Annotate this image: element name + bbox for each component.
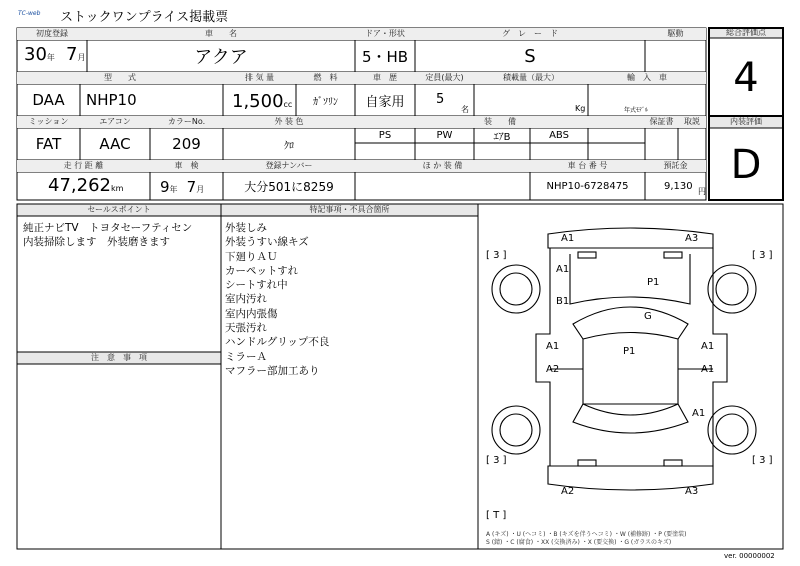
label-color-no: カラーNo.: [150, 116, 223, 128]
rear-left-wheel-shape: [492, 406, 540, 454]
inspection-year: 9: [160, 178, 170, 196]
displacement-value-wrap: [232, 91, 292, 112]
tcweb-logo: TC-web: [18, 10, 41, 17]
remark-item: 外装うすい線キズ: [225, 236, 309, 249]
equipment-item: ABS: [549, 130, 569, 141]
damage-mark: A1: [701, 364, 715, 375]
load-unit: Kg: [575, 104, 586, 113]
front-right-wheel-shape: [708, 265, 756, 313]
car-name-value: アクア: [194, 47, 248, 68]
reg-year: 30: [24, 44, 47, 65]
label-equipment: 装 備: [355, 116, 645, 128]
sales-points-title: セールスポイント: [87, 205, 151, 214]
label-capacity: 定員(最大): [415, 72, 474, 84]
label-displacement: 排 気 量: [223, 72, 296, 84]
label-exterior-color: 外 装 色: [223, 116, 355, 128]
damage-mark: A1: [546, 341, 560, 352]
equipment-item: PW: [436, 130, 453, 141]
aircon-value: AAC: [99, 135, 131, 153]
displacement-unit: cc: [283, 100, 293, 109]
label-fuel: 燃 料: [296, 72, 355, 84]
damage-mark: A2: [546, 364, 560, 375]
damage-mark: A3: [685, 486, 699, 497]
label-first-reg: 初度登録: [17, 28, 87, 40]
sales-point-line: 内装掃除します 外装磨きます: [23, 236, 170, 248]
reg-year-unit: 年: [46, 53, 55, 62]
remark-item: 外装しみ: [225, 222, 267, 234]
sales-points-body: [23, 221, 192, 249]
displacement-value: 1,500: [232, 91, 284, 112]
reg-month-unit: 月: [77, 53, 86, 62]
windshield-shape: [573, 307, 688, 339]
rear-window-shape: [573, 404, 688, 433]
form-title: ストックワンプライス掲載票: [60, 10, 229, 25]
label-aircon: エアコン: [80, 116, 150, 128]
color-no-value: 209: [172, 135, 201, 153]
hood-shape: [570, 254, 690, 304]
remarks-list: [225, 221, 329, 378]
sales-point-line: 純正ナビTV トヨタセーフティセン: [23, 222, 193, 234]
remarks-title: 特記事項・不具合箇所: [309, 205, 390, 214]
label-mileage: 走 行 距 離: [17, 160, 150, 172]
remark-item: 下廻りＡＵ: [225, 250, 278, 263]
label-manual: 取説: [678, 116, 706, 128]
version-label: ver. 00000002: [724, 552, 775, 560]
plate-value: 大分501に8259: [244, 179, 334, 194]
label-deposit: 預託金: [645, 160, 706, 172]
capacity-unit: 名: [461, 105, 469, 114]
interior-score-value: D: [730, 142, 762, 188]
damage-mark: A1: [561, 233, 575, 244]
legend-line: A (キズ) ・U (ヘコミ) ・B (キズを伴うヘコミ) ・W (補修跡) ・P (要塗装): [486, 531, 687, 538]
damage-legend: [486, 531, 687, 547]
equipment-item: ｴｱB: [493, 132, 511, 143]
notes-title: 注 意 事 項: [91, 353, 147, 362]
damage-mark: G: [644, 311, 652, 322]
label-inspection: 車 検: [150, 160, 223, 172]
label-load: 積載量（最大）: [474, 72, 588, 84]
equipment-item: PS: [378, 130, 392, 141]
grade-value: S: [524, 45, 536, 67]
mission-value: FAT: [35, 135, 62, 153]
remark-item: ハンドルグリップ不良: [225, 336, 330, 349]
door-shape-value: 5・HB: [361, 47, 409, 66]
history-value: 自家用: [365, 94, 405, 110]
remark-item: シートすれ中: [225, 279, 288, 292]
front-left-wheel-shape: [492, 265, 540, 313]
damage-mark: P1: [623, 346, 636, 357]
bracket-mark: [ 3 ]: [752, 250, 773, 261]
deposit-value: 9,130: [664, 181, 693, 192]
model-prefix: DAA: [32, 91, 65, 109]
deposit-unit: 円: [698, 187, 706, 196]
mileage-value: 47,262: [48, 175, 111, 196]
label-total-score: 総合評価点: [726, 28, 766, 37]
exterior-color-value: ｸﾛ: [284, 140, 294, 152]
damage-mark: B1: [556, 296, 570, 307]
first-reg-value: [24, 44, 85, 65]
label-history: 車 歴: [355, 72, 415, 84]
chassis-value: NHP10-6728475: [546, 180, 629, 192]
label-interior-score: 内装評価: [730, 117, 762, 126]
bracket-mark: [ 3 ]: [752, 455, 773, 466]
remark-item: カーペットすれ: [225, 264, 299, 277]
mileage-wrap: [48, 175, 123, 196]
inspection-month-unit: 月: [196, 185, 205, 194]
label-drive: 駆動: [645, 28, 706, 40]
legend-line: S (錆) ・C (腐食) ・XX (交換済み) ・X (要交換) ・G (ガラスのキズ): [486, 539, 672, 546]
bracket-mark: [ 3 ]: [486, 455, 507, 466]
damage-mark: A1: [701, 341, 715, 352]
bracket-mark: [ 3 ]: [486, 250, 507, 261]
rear-right-wheel-shape: [708, 406, 756, 454]
label-import: 輸 入 車: [588, 72, 706, 84]
label-model: 型 式: [17, 72, 223, 84]
drive-value: [645, 40, 706, 72]
label-door-shape: ドア・形状: [355, 28, 415, 40]
label-mission: ミッション: [17, 116, 80, 128]
inspection-wrap: [160, 177, 204, 196]
remark-item: 天張汚れ: [225, 322, 267, 335]
remark-item: 室内内張傷: [225, 307, 278, 320]
label-other-equipment: ほ か 装 備: [355, 160, 530, 172]
damage-mark: P1: [647, 277, 660, 288]
inspection-year-unit: 年: [169, 185, 178, 194]
model-value: NHP10: [86, 91, 137, 109]
label-car-name: 車 名: [87, 28, 355, 40]
remark-item: ミラーＡ: [225, 350, 267, 363]
damage-mark: A1: [692, 408, 706, 419]
remark-item: 室内汚れ: [225, 293, 267, 306]
damage-mark: A3: [685, 233, 699, 244]
fuel-value: ｶﾞｿﾘﾝ: [313, 96, 338, 108]
inspection-month: 7: [186, 178, 197, 196]
reg-month: 7: [66, 44, 78, 65]
bracket-mark: [ T ]: [486, 510, 507, 521]
import-note: 年式ﾓﾃﾞﾙ: [624, 107, 649, 114]
remark-item: マフラー部加工あり: [225, 364, 320, 377]
label-plate: 登録ナンバー: [223, 160, 355, 172]
label-grade: グ レ ー ド: [415, 28, 645, 40]
damage-mark: A1: [556, 264, 570, 275]
car-damage-diagram: [478, 204, 783, 549]
label-warranty: 保証書: [645, 116, 678, 128]
capacity-value: 5: [436, 92, 445, 107]
label-chassis: 車 台 番 号: [530, 160, 645, 172]
damage-mark: A2: [561, 486, 575, 497]
total-score-value: 4: [733, 55, 759, 101]
mileage-unit: km: [110, 184, 124, 193]
